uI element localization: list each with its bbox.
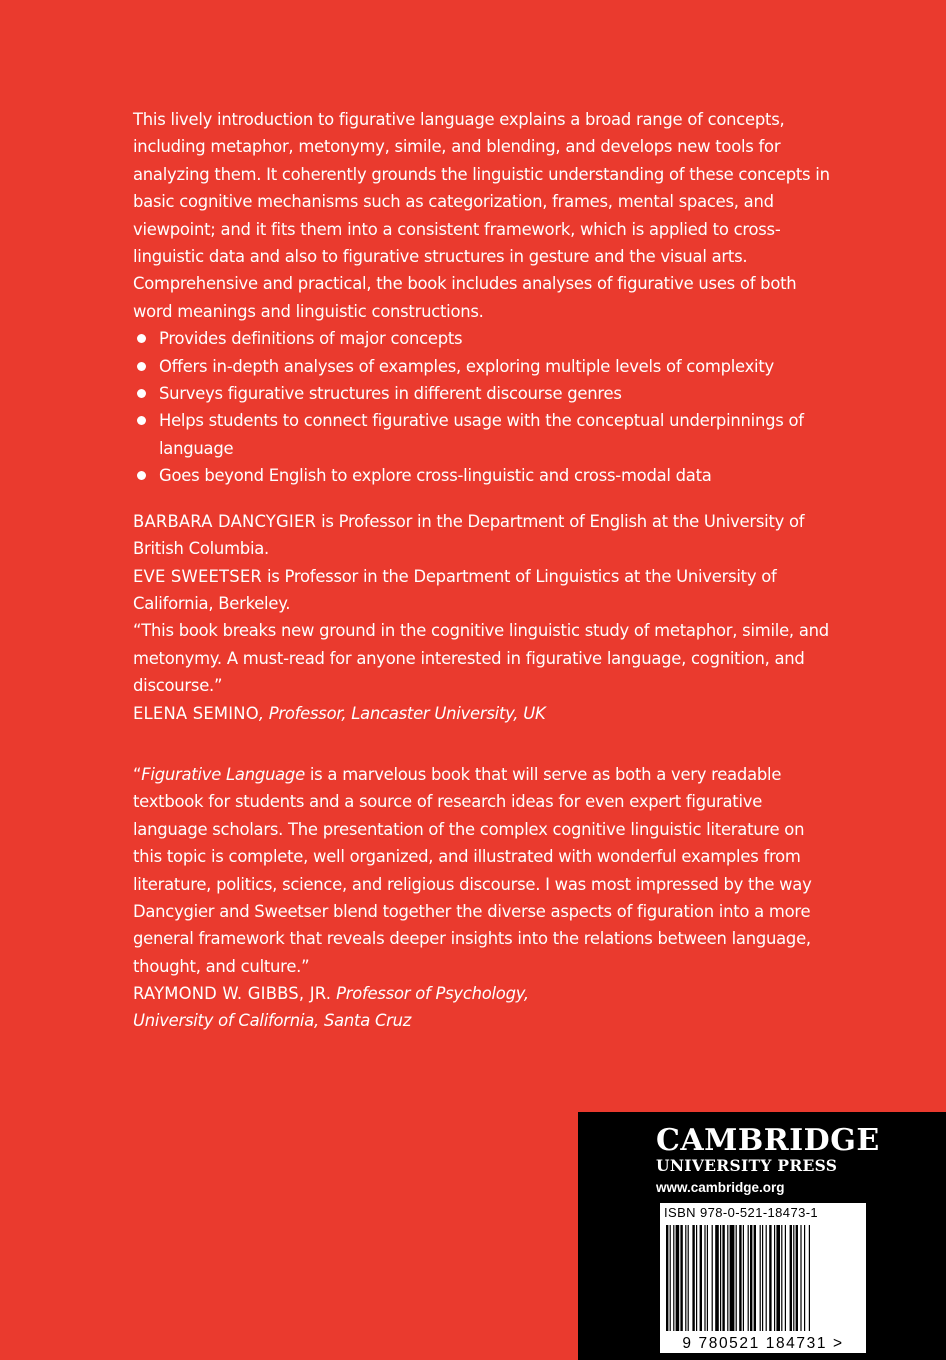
list-item: Goes beyond English to explore cross-linguistic and cross-modal data bbox=[133, 462, 833, 489]
list-item: Surveys figurative structures in different discourse genres bbox=[133, 380, 833, 407]
barcode-bar bbox=[762, 1225, 763, 1331]
barcode-bar bbox=[700, 1225, 702, 1331]
barcode-bar bbox=[704, 1225, 705, 1331]
barcode-bar bbox=[790, 1225, 792, 1331]
endorsement-quote: “Figurative Language is a marvelous book that will serve as both a very readable textbook for students and a source of research ideas for even expert figurative language scholars. The presentation of the complex cognitive linguistic literature on this topic is complete, well organized, and illustrated with wonderful examples from literature, politics, science, and religious discourse. I was most impressed by the way Dancygier and Sweetser blend together the diverse aspects of figuration into a more general framework that reveals deeper insights into the relations between language, thought, and culture.” bbox=[133, 764, 812, 976]
endorsement-attribution: ELENA SEMINO, Professor, Lancaster University, UK bbox=[133, 703, 546, 723]
bullet-icon bbox=[137, 389, 146, 398]
barcode-bar bbox=[804, 1225, 805, 1331]
bullet-icon bbox=[137, 416, 146, 425]
barcode-bar bbox=[766, 1225, 767, 1331]
barcode-bar bbox=[730, 1225, 735, 1331]
barcode-bar bbox=[750, 1225, 752, 1331]
book-title: Figurative Language bbox=[141, 764, 305, 784]
isbn-label: ISBN 978-0-521-18473-1 bbox=[664, 1205, 819, 1220]
list-item: Offers in-depth analyses of examples, exploring multiple levels of complexity bbox=[133, 353, 833, 380]
author-bio-dancygier: BARBARA DANCYGIER is Professor in the Department of English at the University of British Columbia. bbox=[133, 511, 805, 559]
barcode-bar bbox=[776, 1225, 780, 1331]
barcode-bar bbox=[774, 1225, 775, 1331]
list-item: Provides definitions of major concepts bbox=[133, 325, 833, 352]
barcode-bar bbox=[696, 1225, 697, 1331]
barcode-number: 9 780521 184731 > bbox=[660, 1335, 866, 1353]
barcode-bar bbox=[736, 1225, 737, 1331]
bullet-icon bbox=[137, 362, 146, 371]
bullet-icon bbox=[137, 471, 146, 480]
author-bio-sweetser: EVE SWEETSER is Professor in the Department of Linguistics at the University of California, Berkeley. bbox=[133, 566, 777, 613]
barcode-bar bbox=[685, 1225, 686, 1331]
author-name: BARBARA DANCYGIER bbox=[133, 511, 317, 531]
back-cover-text bbox=[133, 106, 833, 1034]
barcode-bar bbox=[676, 1225, 680, 1331]
barcode-bar bbox=[809, 1225, 810, 1331]
endorsement-quote: “This book breaks new ground in the cognitive linguistic study of metaphor, simile, and metonymy. A must-read for anyone interested in figurative language, cognition, and discourse.” bbox=[133, 621, 829, 696]
barcode-bar bbox=[760, 1225, 761, 1331]
barcode-bar bbox=[688, 1225, 689, 1331]
bullet-icon bbox=[137, 334, 146, 343]
endorsement-attribution: RAYMOND W. GIBBS, JR. Professor of Psychology, University of California, Santa Cruz bbox=[133, 984, 529, 1031]
barcode-bar bbox=[796, 1225, 798, 1331]
barcode-bar bbox=[743, 1225, 744, 1331]
barcode-bar bbox=[781, 1225, 782, 1331]
barcode-bar bbox=[800, 1225, 801, 1331]
author-name: EVE SWEETSER bbox=[133, 566, 263, 586]
barcode-bar bbox=[722, 1225, 724, 1331]
barcode-bar bbox=[715, 1225, 719, 1331]
barcode-bar bbox=[785, 1225, 786, 1331]
list-item: Helps students to connect figurative usage with the conceptual underpinnings of language bbox=[133, 407, 833, 462]
publisher-url: www.cambridge.org bbox=[656, 1180, 785, 1195]
barcode-bar bbox=[793, 1225, 794, 1331]
publisher-block bbox=[578, 1112, 946, 1360]
barcode bbox=[660, 1203, 866, 1353]
publisher-press: UNIVERSITY PRESS bbox=[656, 1156, 838, 1175]
barcode-bar bbox=[727, 1225, 728, 1331]
barcode-bar bbox=[707, 1225, 708, 1331]
barcode-bar bbox=[739, 1225, 741, 1331]
barcode-bar bbox=[680, 1225, 682, 1331]
barcode-bar bbox=[720, 1225, 721, 1331]
barcode-bars bbox=[666, 1225, 860, 1331]
publisher-logo: CAMBRIDGE bbox=[656, 1123, 880, 1158]
barcode-bar bbox=[769, 1225, 771, 1331]
barcode-bar bbox=[692, 1225, 694, 1331]
book-description: This lively introduction to figurative language explains a broad range of concepts, including metaphor, metonymy, simile, and blending, and develops new tools for analyzing them. It coherently grounds the linguistic understanding of these concepts in basic cognitive mechanisms such as categorization, frames, mental spaces, and viewpoint; and it fits them into a consistent framework, which is applied to cross-linguistic data and also to figurative structures in gesture and the visual arts. Comprehensive and practical, the book includes analyses of figurative uses of both word meanings and linguistic constructions. bbox=[133, 110, 830, 321]
barcode-bar bbox=[748, 1225, 749, 1331]
barcode-bar bbox=[754, 1225, 756, 1331]
feature-list bbox=[133, 325, 833, 489]
barcode-bar bbox=[670, 1225, 671, 1331]
barcode-bar bbox=[712, 1225, 713, 1331]
barcode-bar bbox=[673, 1225, 674, 1331]
barcode-bar bbox=[666, 1225, 668, 1331]
